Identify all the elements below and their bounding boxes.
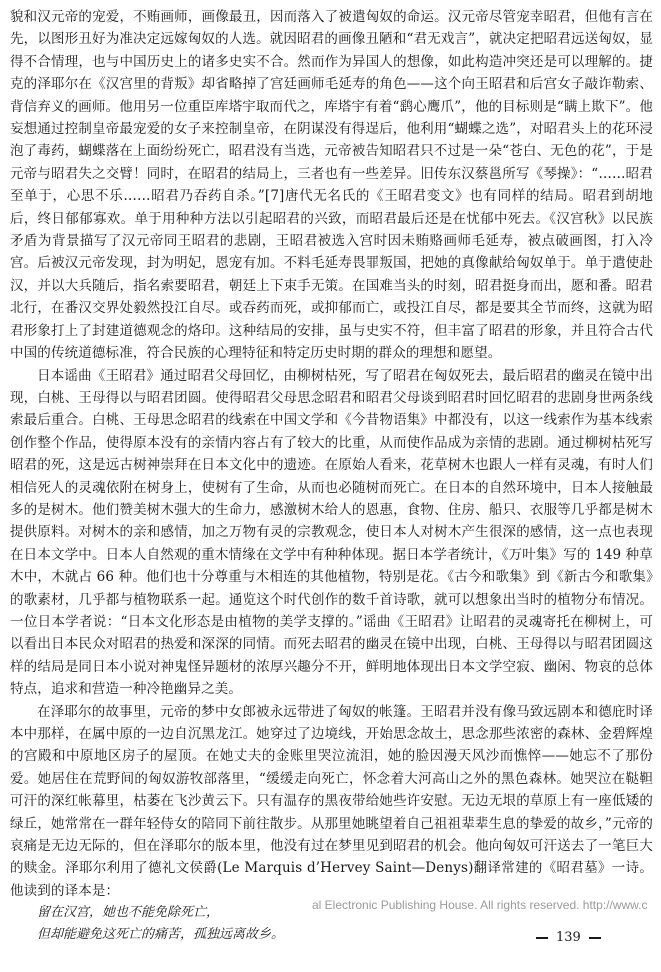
right-dash xyxy=(589,937,601,939)
poem-line-1: 留在汉宫，她也不能免除死亡， xyxy=(37,905,220,921)
paragraph-1: 貌和汉元帝的宠爱，不贿画师，画像最丑，因而落入了被遣匈奴的命运。汉元帝尽管宠幸昭君，但他有言在先，以图形丑好为准决定远嫁匈奴的人选。就因昭君的画像丑陋和“君无戏言”，就决定把昭君远送匈奴，显得不合情理，也与中国历史上的诸多史实不合。然而作为异国人的想像，如此构造冲突还是可以理解的。捷克的泽耶尔在《汉宫里的背叛》却省略掉了宫廷画师毛延寿的角色——这个向王昭君和后宫女子敲诈勒索、背信弃义的画师。他用另一位重臣库塔宇取而代之，库塔宇有着“鹞心鹰爪”，他的目标则是“瞒上欺下”。他妄想通过控制皇帝最宠爱的女子来控制皇帝，在阴谋没有得逞后，他利用“蝴蝶之选”，对昭君头上的花环浸泡了毒药，蝴蝶落在上面纷纷死亡，昭君没有当选，元帝被告知昭君只不过是一朵“苍白、无色的花”，于是元帝与昭君失之交臂！同时，在昭君的结局上，三者也有一些差异。旧传东汉蔡邕所写《琴操》：“……昭君至单于，心思不乐……昭君乃吞药自杀。”[7]唐代无名氏的《王昭君变文》也有同样的结局。昭君到胡地后，终日郁郁寡欢。单于用种种方法以引起昭君的兴致，而昭君最后还是在忧郁中死去。《汉宫秋》以民族矛盾为背景描写了汉元帝同王昭君的悲剧，王昭君被选入宫时因未贿赂画师毛延寿，被点破画图，打入冷宫。后被汉元帝发现，封为明妃，恩宠有加。不料毛延寿畏罪叛国，把她的真像献给匈奴单于。单于遣使赴汉，并以大兵随后，指名索要昭君，朝廷上下束手无策。在国难当头的时刻，昭君挺身而出，愿和番。昭君北行，在番汉交界处毅然投江自尽。或吞药而死，或抑郁而亡，或投江自尽，都是要其全节而终，这就为昭君形象打上了封建道德观念的烙印。这种结局的安排，虽与史实不符，但丰富了昭君的形象，并且符合古代中国的传统道德标准，符合民族的心理特征和特定历史时期的群众的理想和愿望。 xyxy=(10,9,653,362)
page-number-block xyxy=(528,928,609,948)
paragraph-2: 日本谣曲《王昭君》通过昭君父母回忆，由柳树枯死，写了昭君在匈奴死去，最后昭君的幽灵在镜中出现，白桃、王母得以与昭君团圆。使得昭君父母思念昭君和昭君父母谈到昭君时回忆昭君的悲剧身世两条线索最后重合。白桃、王母思念昭君的线索在中国文学和《今昔物语集》中都没有，以这一线索作为基本线索创作整个作品，使得原本没有的亲情内容占有了较大的比重，从而使作品成为亲情的悲剧。通过柳树枯死写昭君的死，这是远古树神崇拜在日本文化中的遗迹。在原始人看来，花草树木也跟人一样有灵魂，有时人们相信死人的灵魂依附在树身上，使树有了生命，从而也必随树而死亡。在日本的自然环境中，日本人接触最多的是树木。他们赞美树木强大的生命力，感激树木给人的恩惠，食物、住房、船只、衣服等几乎都是树木提供原料。对树木的亲和感情，加之万物有灵的宗教观念，使日本人对树木产生很深的感情，这一点也表现在日本文学中。日本人自然观的重木情缘在文学中有种种体现。据日本学者统计，《万叶集》写的 149 种草木中，木就占 66 种。他们也十分尊重与木相连的其他植物，特别是花。《古今和歌集》到《新古今和歌集》的歌素材，几乎都与植物联系一起。通览这个时代创作的数千首诗歌，就可以想象出当时的植物分布情况。一位日本学者说：“日本文化形态是由植物的美学支撑的。”谣曲《王昭君》让昭君的灵魂寄托在柳树上，可以看出日本民众对昭君的热爱和深深的同情。而死去昭君的幽灵在镜中出现，白桃、王母得以与昭君团圆这样的结局是同日本小说对神鬼怪异题材的浓厚兴趣分不开，鲜明地体现出日本文学空寂、幽闲、物哀的总体特点，追求和营造一种冷艳幽异之美。 xyxy=(10,367,653,698)
poem-line-2: 但却能避免这死亡的痛苦，孤独远离故乡。 xyxy=(37,927,285,943)
paragraph-3: 在泽耶尔的故事里，元帝的梦中女郎被永远带进了匈奴的帐篷。王昭君并没有像马致远剧本和德庇时译本中那样，在属中原的一边自沉黑龙江。她穿过了边境线，开始思念故土，思念那些浓密的森林、金碧辉煌的宫殿和中原地区房子的屋顶。在她丈夫的金账里哭泣流泪，她的脸因漫天风沙而憔悴——她忘不了那份爱。她居住在荒野间的匈奴游牧部落里，“缓缓走向死亡，怀念着大河高山之外的黑色森林。她哭泣在鞑靼可汗的深红帐幕里，枯萎在飞沙黄云下。只有温存的黑夜带给她些许安慰。无边无垠的草原上有一座低矮的绿丘，她常常在一群年轻侍女的陪同下前往散步。从那里她眺望着自己祖祖辈辈生息的挚爱的故乡，”元帝的哀痛是无边无际的，但在泽耶尔的版本里，他没有过在梦里见到昭君的机会。他向匈奴可汗送去了一笔巨大的赎金。泽耶尔利用了德礼文侯爵(Le Marquis d’Hervey Saint—Denys)翻译常建的《昭君墓》一诗。他读到的译本是： xyxy=(10,703,653,899)
left-dash xyxy=(536,937,548,939)
page-footer xyxy=(0,928,661,948)
copyright-watermark: al Electronic Publishing House. All rights reserved. http://www.c xyxy=(312,898,648,912)
page-number: 139 xyxy=(556,930,581,945)
article-body xyxy=(10,6,653,946)
